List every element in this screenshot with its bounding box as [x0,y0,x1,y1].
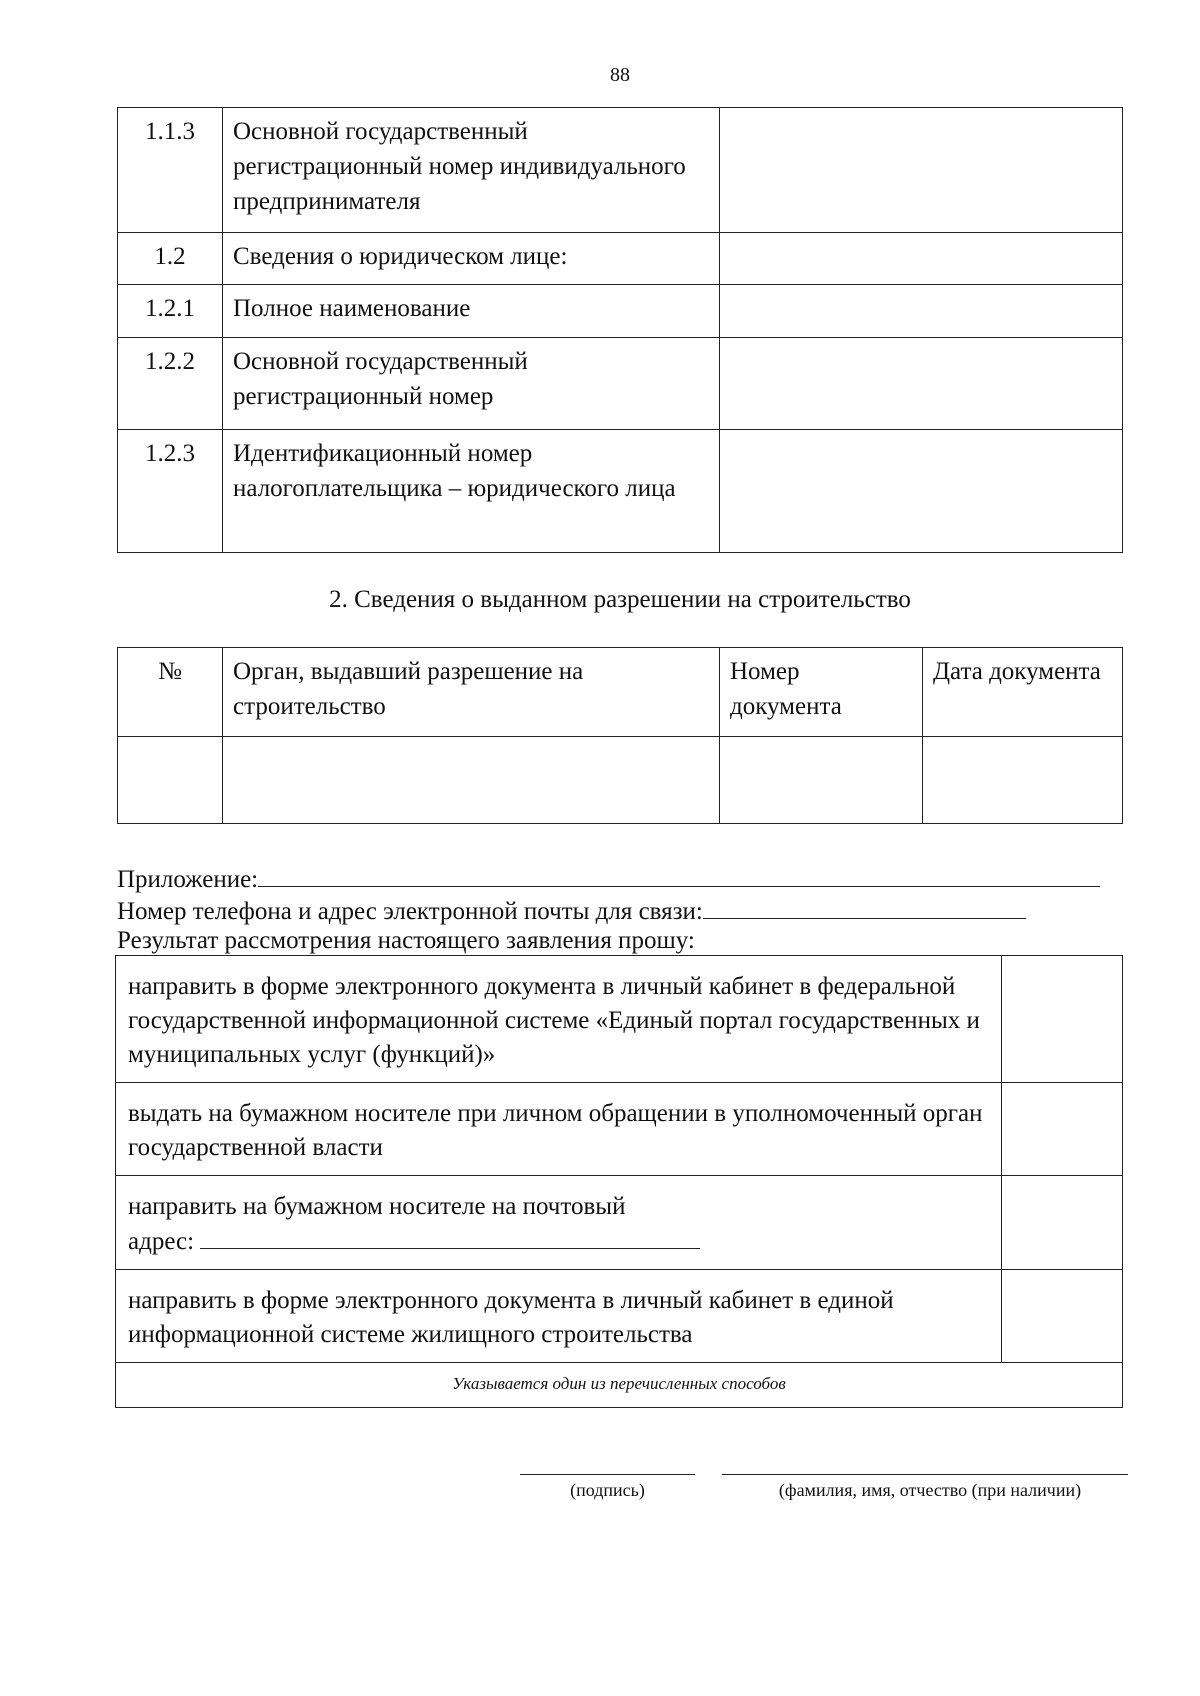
result-request-label: Результат рассмотрения настоящего заявления прошу: [117,927,695,954]
postal-address-input[interactable] [200,1224,700,1249]
row-number: 1.2 [118,233,223,285]
header-document-number: Номер документа [720,648,923,737]
contact-line [117,894,1026,927]
table-row [118,338,1123,430]
header-document-date: Дата документа [923,648,1123,737]
option-checkbox[interactable] [1002,1083,1123,1176]
table-row [118,430,1123,553]
delivery-options-table [115,955,1123,1408]
option-text: направить в форме электронного документа в личный кабинет в единой информационной системе жилищного строительства [116,1270,1002,1363]
issuing-authority-field[interactable] [223,737,720,824]
option-text: направить на бумажном носителе на почтовый [128,1193,626,1220]
option-text: выдать на бумажном носителе при личном обращении в уполномоченный орган государственной власти [116,1083,1002,1176]
full-name-line[interactable] [722,1474,1128,1475]
row-value-field[interactable] [720,233,1123,285]
full-name-caption: (фамилия, имя, отчество (при наличии) [778,1480,1082,1500]
option-text: направить в форме электронного документа в личный кабинет в федеральной государственной информационной системе «Единый портал государственных и муниципальных услуг (функций)» [116,956,1002,1083]
delivery-option [116,956,1123,1083]
option-checkbox[interactable] [1002,1270,1123,1363]
delivery-option [116,1270,1123,1363]
contact-label: Номер телефона и адрес электронной почты для связи: [117,898,703,925]
document-date-field[interactable] [923,737,1123,824]
header-number: № [118,648,223,737]
applicant-info-table [117,107,1123,553]
note-row [116,1363,1123,1408]
row-value-field[interactable] [720,285,1123,338]
delivery-option [116,1083,1123,1176]
table-row [118,233,1123,285]
document-number-field[interactable] [720,737,923,824]
table-row [118,108,1123,233]
signature-line[interactable] [520,1474,695,1475]
option-checkbox[interactable] [1002,1176,1123,1270]
row-label: Основной государственный регистрационный номер индивидуального предпринимателя [223,108,720,233]
row-label: Основной государственный регистрационный номер [223,338,720,430]
permit-table [117,647,1123,824]
attachment-label: Приложение: [117,866,259,893]
row-label: Сведения о юридическом лице: [223,233,720,285]
signature-caption: (подпись) [570,1480,645,1500]
row-value-field[interactable] [720,338,1123,430]
table-row [118,285,1123,338]
row-number: 1.2.3 [118,430,223,553]
row-number: 1.2.1 [118,285,223,338]
delivery-option [116,1176,1123,1270]
address-label: адрес: [128,1228,195,1255]
header-issuing-authority: Орган, выдавший разрешение на строительство [223,648,720,737]
row-label: Полное наименование [223,285,720,338]
row-number: 1.1.3 [118,108,223,233]
page-number: 88 [610,64,630,86]
contact-input[interactable] [703,894,1026,919]
row-value-field[interactable] [720,108,1123,233]
row-number: 1.2.2 [118,338,223,430]
table-header-row [118,648,1123,737]
section-title: 2. Сведения о выданном разрешении на строительство [329,586,911,613]
attachment-input[interactable] [258,862,1100,887]
option-mail [116,1176,1002,1270]
option-checkbox[interactable] [1002,956,1123,1083]
delivery-note: Указывается один из перечисленных способов [116,1363,1123,1408]
table-row [118,737,1123,824]
row-value-field[interactable] [720,430,1123,553]
attachment-line [117,862,1100,895]
number-field[interactable] [118,737,223,824]
row-label: Идентификационный номер налогоплательщика – юридического лица [223,430,720,553]
